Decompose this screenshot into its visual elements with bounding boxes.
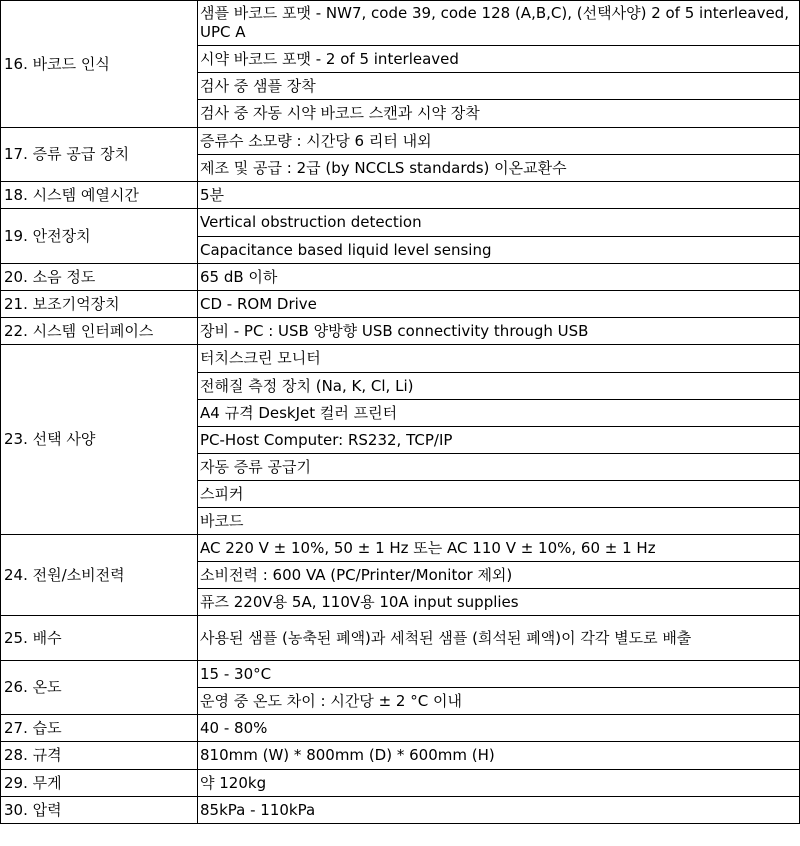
- row-label: 28. 규격: [1, 742, 198, 770]
- row-label: 21. 보조기억장치: [1, 291, 198, 318]
- row-label: 23. 선택 사양: [1, 345, 198, 535]
- row-label: 18. 시스템 예열시간: [1, 182, 198, 209]
- row-value: 샘플 바코드 포맷 - NW7, code 39, code 128 (A,B,C), (선택사양) 2 of 5 interleaved, UPC A: [198, 1, 800, 46]
- table-row: [1, 128, 800, 155]
- row-value: 운영 중 온도 차이 : 시간당 ± 2 °C 이내: [198, 688, 800, 715]
- table-row: [1, 616, 800, 661]
- row-value: 바코드: [198, 508, 800, 535]
- table-row: [1, 1, 800, 46]
- table-row: [1, 264, 800, 291]
- table-row: [1, 742, 800, 770]
- table-row: [1, 345, 800, 373]
- table-row: [1, 291, 800, 318]
- row-label: 24. 전원/소비전력: [1, 535, 198, 616]
- row-value: 스피커: [198, 481, 800, 508]
- row-value: Capacitance based liquid level sensing: [198, 237, 800, 264]
- row-label: 27. 습도: [1, 715, 198, 742]
- row-value: 시약 바코드 포맷 - 2 of 5 interleaved: [198, 46, 800, 73]
- row-label: 16. 바코드 인식: [1, 1, 198, 128]
- table-row: [1, 209, 800, 237]
- row-value: 810mm (W) * 800mm (D) * 600mm (H): [198, 742, 800, 770]
- row-value: 약 120kg: [198, 770, 800, 797]
- row-value: 15 - 30°C: [198, 661, 800, 688]
- row-value: 40 - 80%: [198, 715, 800, 742]
- row-label: 26. 온도: [1, 661, 198, 715]
- row-value: 65 dB 이하: [198, 264, 800, 291]
- row-value: 검사 중 자동 시약 바코드 스캔과 시약 장착: [198, 100, 800, 128]
- row-value: 85kPa - 110kPa: [198, 797, 800, 824]
- row-value: 장비 - PC : USB 양방향 USB connectivity through USB: [198, 318, 800, 345]
- row-value: 터치스크린 모니터: [198, 345, 800, 373]
- row-value: 제조 및 공급 : 2급 (by NCCLS standards) 이온교환수: [198, 155, 800, 182]
- row-value: A4 규격 DeskJet 컬러 프린터: [198, 400, 800, 427]
- table-row: [1, 661, 800, 688]
- table-row: [1, 535, 800, 562]
- table-row: [1, 318, 800, 345]
- row-value: 퓨즈 220V용 5A, 110V용 10A input supplies: [198, 589, 800, 616]
- row-label: 25. 배수: [1, 616, 198, 661]
- row-value: 증류수 소모량 : 시간당 6 리터 내외: [198, 128, 800, 155]
- row-value: 검사 중 샘플 장착: [198, 73, 800, 100]
- row-label: 30. 압력: [1, 797, 198, 824]
- row-label: 29. 무게: [1, 770, 198, 797]
- row-label: 22. 시스템 인터페이스: [1, 318, 198, 345]
- row-value: Vertical obstruction detection: [198, 209, 800, 237]
- table-row: [1, 182, 800, 209]
- table-row: [1, 715, 800, 742]
- row-value: 소비전력 : 600 VA (PC/Printer/Monitor 제외): [198, 562, 800, 589]
- row-value: 자동 증류 공급기: [198, 454, 800, 481]
- table-row: [1, 797, 800, 824]
- row-value: PC-Host Computer: RS232, TCP/IP: [198, 427, 800, 454]
- table-row: [1, 770, 800, 797]
- row-value: 전해질 측정 장치 (Na, K, Cl, Li): [198, 373, 800, 400]
- row-value: 5분: [198, 182, 800, 209]
- row-label: 19. 안전장치: [1, 209, 198, 264]
- row-label: 20. 소음 정도: [1, 264, 198, 291]
- row-value: AC 220 V ± 10%, 50 ± 1 Hz 또는 AC 110 V ± 10%, 60 ± 1 Hz: [198, 535, 800, 562]
- row-value: CD - ROM Drive: [198, 291, 800, 318]
- row-value: 사용된 샘플 (농축된 폐액)과 세척된 샘플 (희석된 폐액)이 각각 별도로 배출: [198, 616, 800, 661]
- row-label: 17. 증류 공급 장치: [1, 128, 198, 182]
